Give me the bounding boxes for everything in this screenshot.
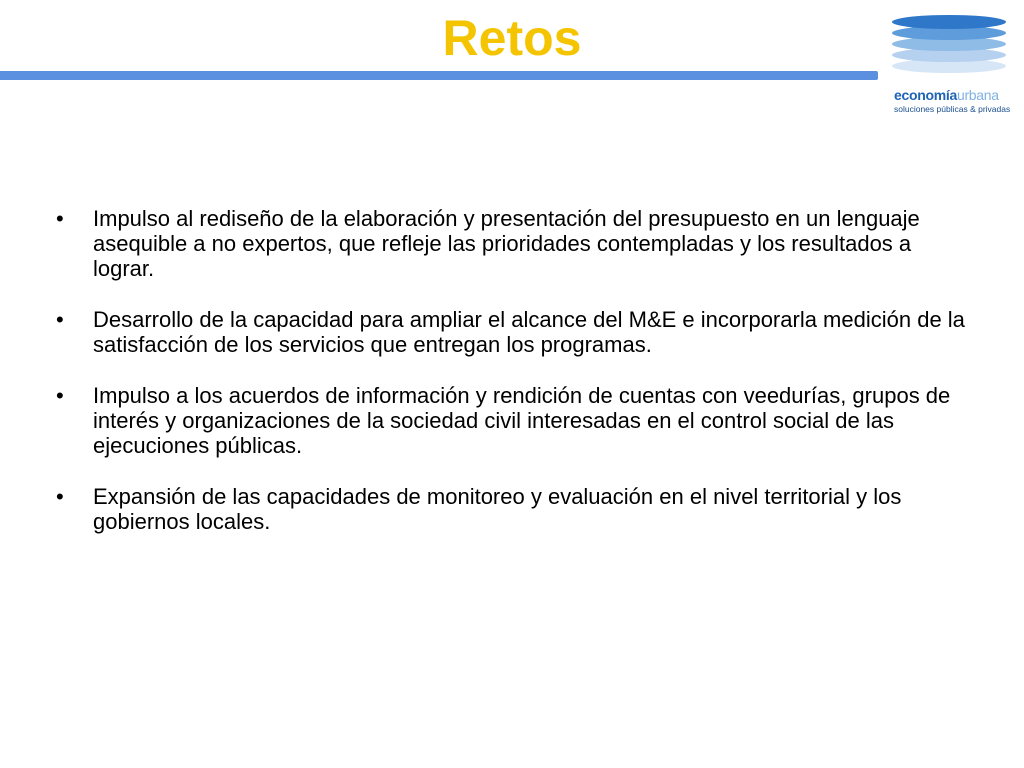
bullet-item xyxy=(56,383,966,458)
bullet-icon: • xyxy=(56,307,64,332)
economia-urbana-logo xyxy=(888,10,1014,114)
bullet-item xyxy=(56,206,966,281)
bullet-text: Impulso a los acuerdos de información y rendición de cuentas con veedurías, grupos de interés y organizaciones de la sociedad civil interesadas en el control social de las ejecuciones públicas. xyxy=(93,383,951,458)
bullet-icon: • xyxy=(56,484,64,509)
logo-word-urbana: urbana xyxy=(956,87,999,103)
bullet-text: Expansión de las capacidades de monitoreo y evaluación en el nivel territorial y los gobiernos locales. xyxy=(93,484,902,534)
bullet-text: Desarrollo de la capacidad para ampliar el alcance del M&E e incorporarla medición de la satisfacción de los servicios que entregan los programas. xyxy=(93,307,965,357)
bullet-icon: • xyxy=(56,206,64,231)
logo-tagline: soluciones públicas & privadas xyxy=(894,104,1011,114)
stacked-discs-logo-icon xyxy=(888,10,1014,82)
slide-title: Retos xyxy=(442,10,582,66)
title-underline-rule xyxy=(0,71,878,80)
bullet-list xyxy=(56,206,966,560)
bullet-icon: • xyxy=(56,383,64,408)
bullet-item xyxy=(56,307,966,357)
bullet-text: Impulso al rediseño de la elaboración y presentación del presupuesto en un lenguaje asequible a no expertos, que refleje las prioridades contempladas y los resultados a lograr. xyxy=(93,206,920,281)
logo-word-economia: economía xyxy=(894,87,957,103)
logo-wordmark xyxy=(894,87,999,103)
bullet-item xyxy=(56,484,966,534)
